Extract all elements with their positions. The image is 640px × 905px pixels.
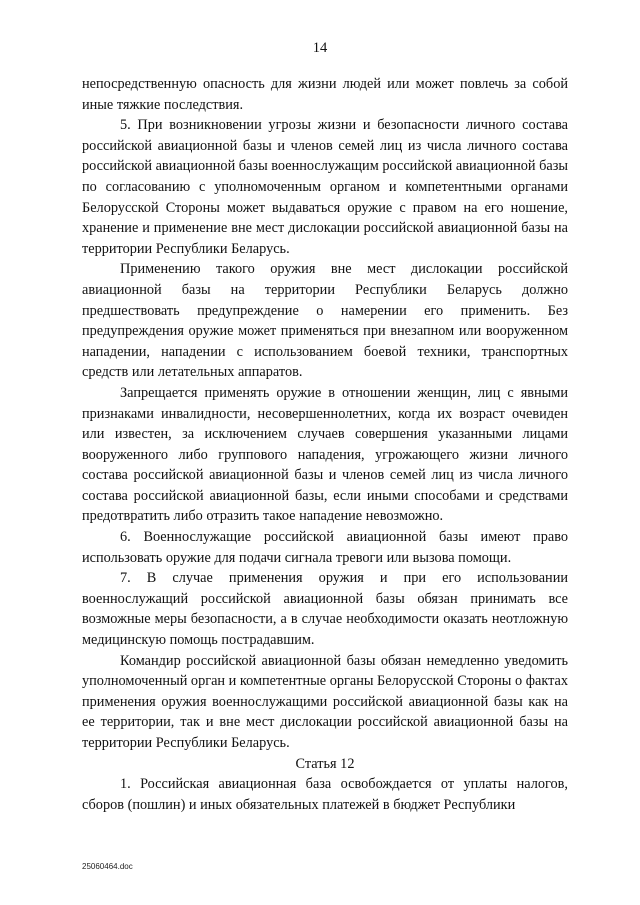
article-heading: Статья 12 (295, 755, 355, 772)
footer-filename: 25060464.doc (82, 862, 133, 871)
paragraph-warning: Применению такого оружия вне мест дислокации российской авиационной базы на территории Республики Беларусь должно предшествовать предупреждение о намерении его применить. Без предупреждения оружие может применяться при внезапном или вооруженном нападении, нападении с использованием боевой техники, транспортных средств или летательных аппаратов. (82, 261, 568, 381)
page-number: 14 (312, 40, 328, 56)
paragraph-item-7: 7. В случае применения оружия и при его использовании военнослужащий российской авиационной базы обязан принимать все возможные меры безопасности, а в случае необходимости оказать неотложную медицинскую помощь пострадавшим. (82, 570, 568, 649)
paragraph-article-12-item-1: 1. Российская авиационная база освобождается от уплаты налогов, сборов (пошлин) и иных обязательных платежей в бюджет Республики (82, 776, 568, 813)
paragraph-item-6: 6. Военнослужащие российской авиационной базы имеют право использовать оружие для подачи сигнала тревоги или вызова помощи. (82, 529, 568, 566)
paragraph-prohibition: Запрещается применять оружие в отношении женщин, лиц с явными признаками инвалидности, несовершеннолетних, когда их возраст очевиден или известен, за исключением случаев совершения указанными лицами вооруженного либо группового нападения, угрожающего жизни личного состава российской авиационной базы и членов семей лиц из числа личного состава российской авиационной базы, если иными способами и средствами предотвратить либо отразить такое нападение невозможно. (82, 384, 568, 525)
paragraph-continuation: непосредственную опасность для жизни людей или может повлечь за собой иные тяжкие последствия. (82, 76, 568, 113)
paragraph-commander: Командир российской авиационной базы обязан немедленно уведомить уполномоченный орган и компетентные органы Белорусской Стороны о фактах применения оружия военнослужащими российской авиационной базы как на ее территории, так и вне мест дислокации российской авиационной базы на территории Республики Беларусь. (82, 652, 568, 751)
document-body (82, 74, 568, 815)
paragraph-item-5: 5. При возникновении угрозы жизни и безопасности личного состава российской авиационной базы и членов семей лиц из числа личного состава российской авиационной базы военнослужащим российской авиационной базы по согласованию с уполномоченным органом и компетентными органами Белорусской Стороны может выдаваться оружие с правом на его ношение, хранение и применение вне мест дислокации российской авиационной базы на территории Республики Беларусь. (82, 117, 569, 257)
